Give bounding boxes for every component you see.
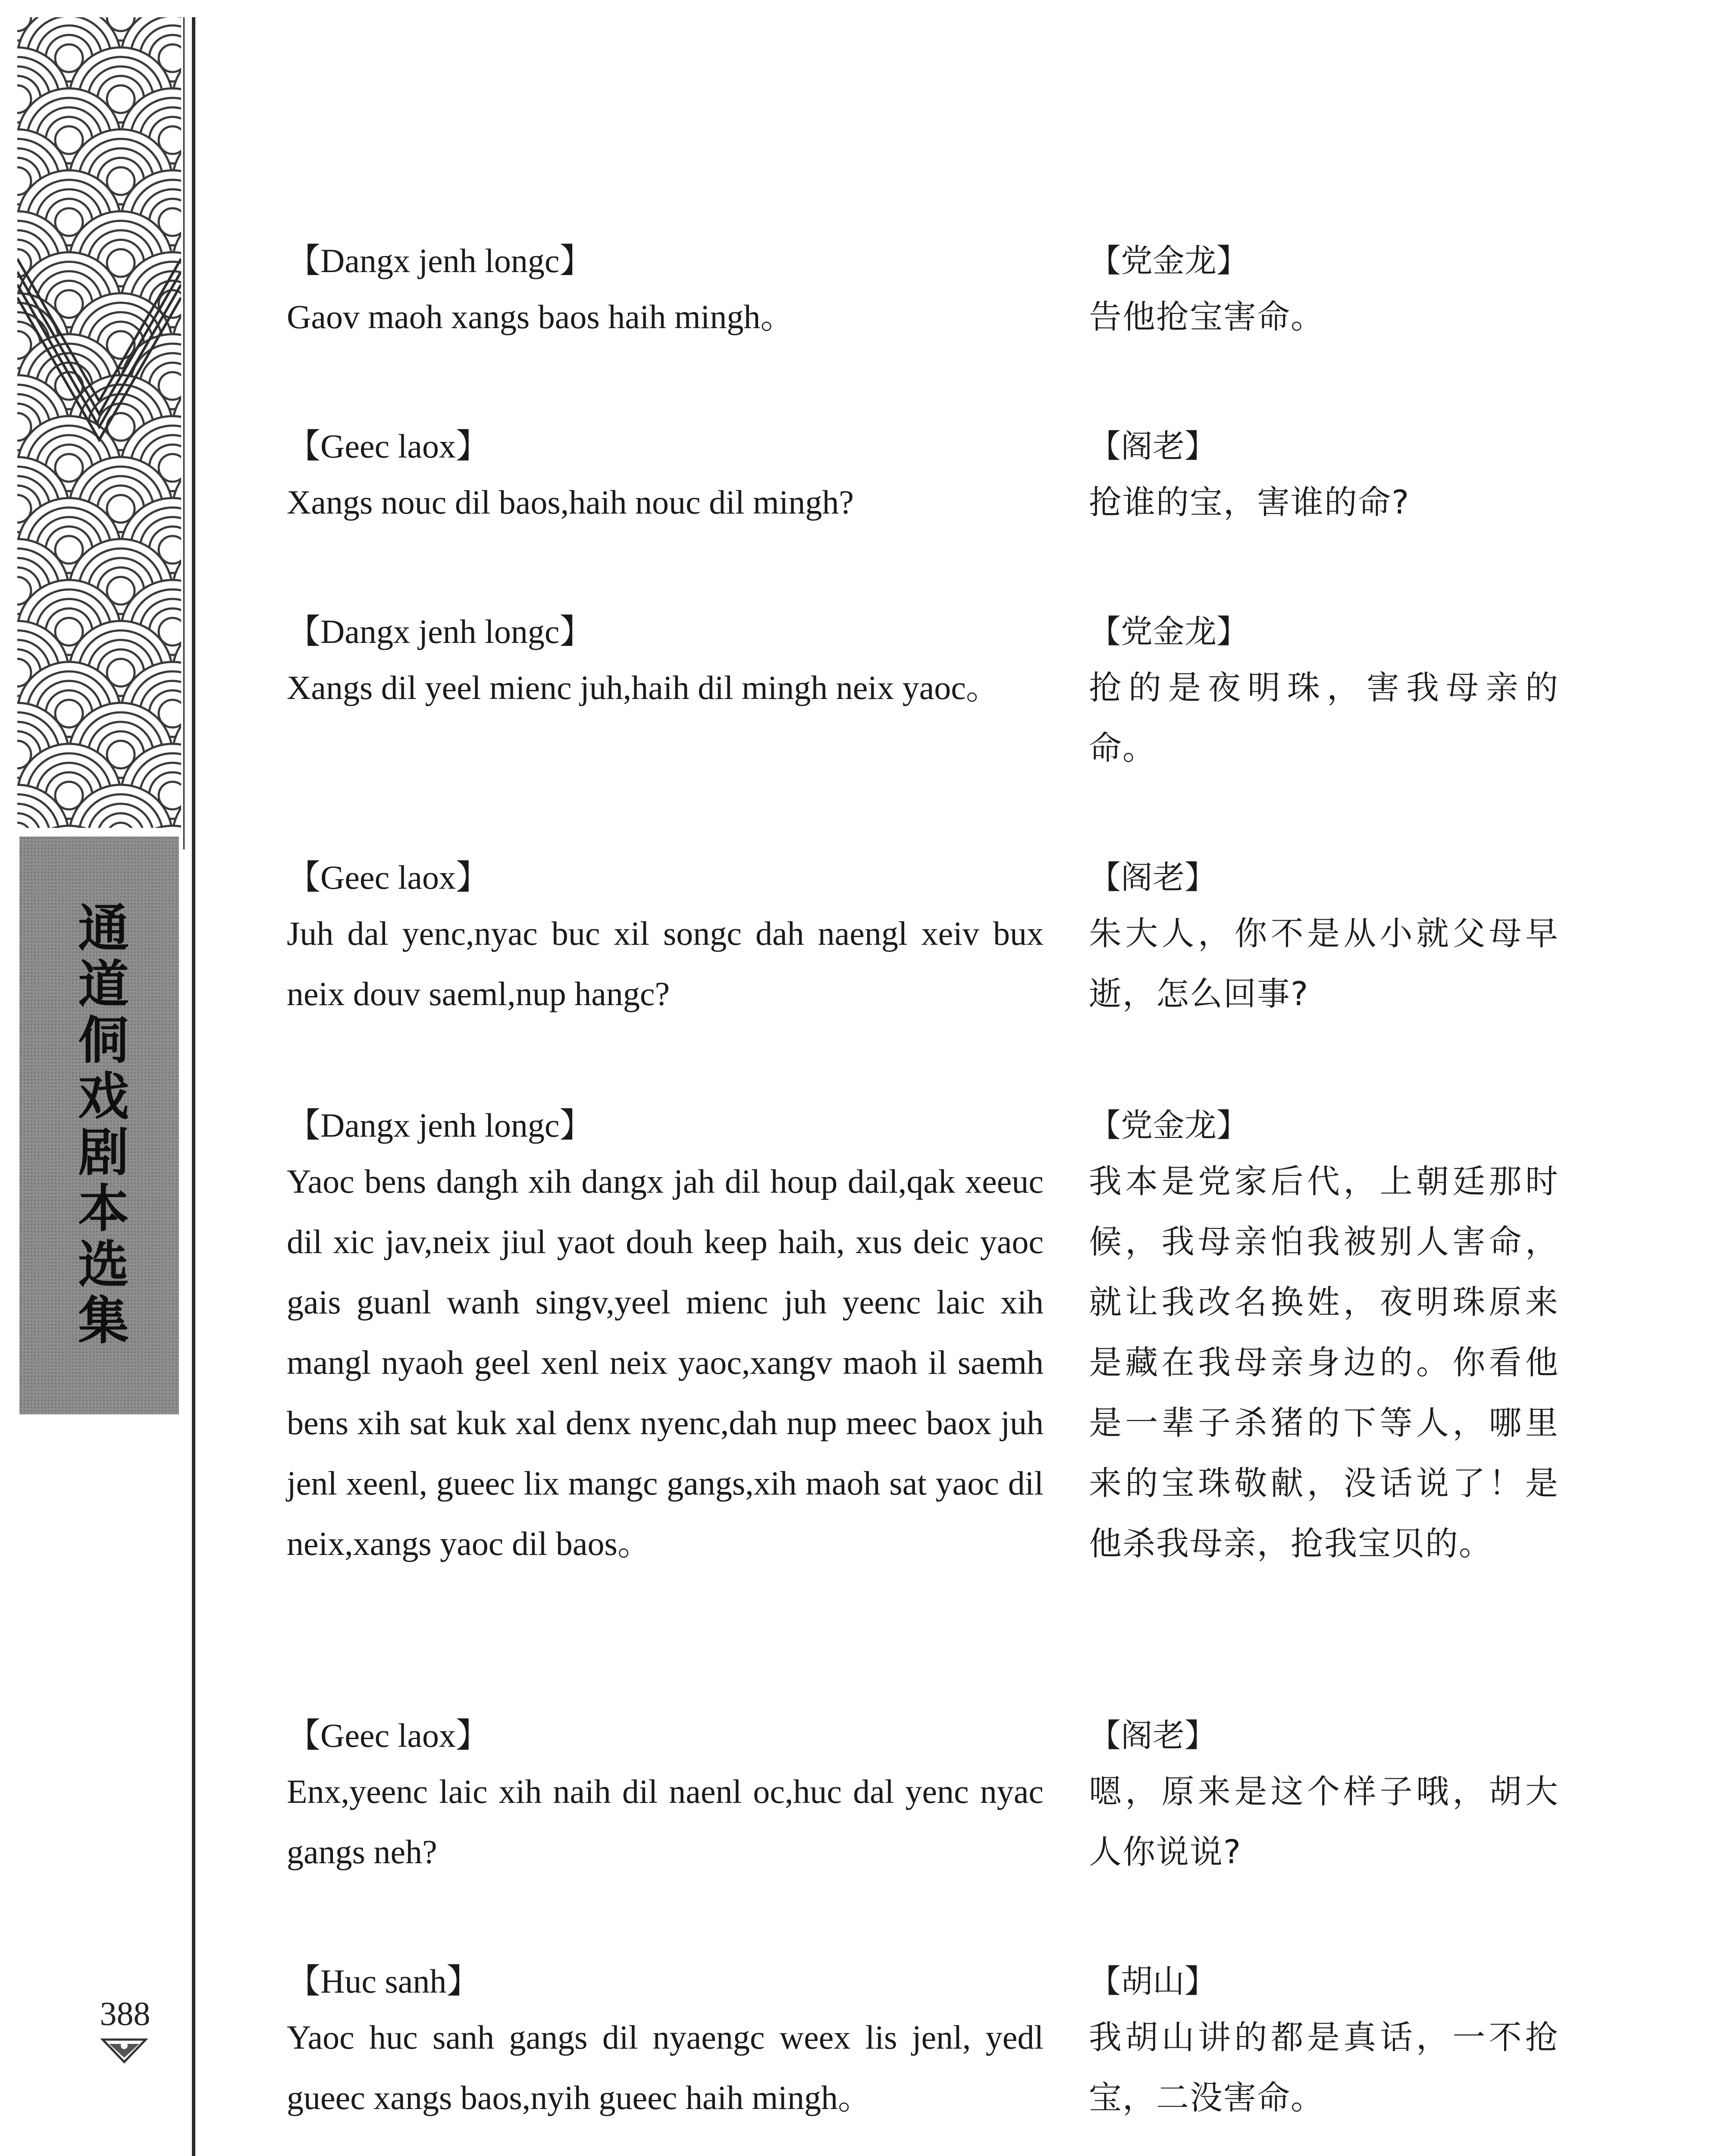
- dialogue-text: 嗯，原来是这个样子哦，胡大人你说说?: [1089, 1772, 1559, 1871]
- dialogue-text: Yaoc bens dangh xih dangx jah dil houp dail,qak xeeuc dil xic jav,neix jiul yaot douh keep haih, xus deic yaoc gais guanl wanh singv,yeel mienc juh yeenc laic xih mangl nyaoh geel xenl neix yaoc,xangv maoh il saemh bens xih sat kuk xal denx nyenc,dah nup meec baox juh jenl xeenl, gueec lix mangc gangs,xih maoh sat yaoc dil neix,xangs yaoc dil baos。: [287, 1163, 1044, 1562]
- dialogue-zh-2: [1089, 425, 1559, 533]
- speaker-name: 【胡山】: [1089, 1963, 1216, 2000]
- dialogue-text: Yaoc huc sanh gangs dil nyaengc weex lis jenl, yedl gueec xangs baos,nyih gueec haih mingh。: [287, 2018, 1044, 2116]
- dialogue-en-3: [287, 610, 1044, 718]
- speaker-name: 【Geec laox】: [287, 1717, 489, 1754]
- speaker-name: 【阁老】: [1089, 859, 1216, 896]
- dialogue-en-1: [287, 239, 1044, 347]
- dialogue-zh-3: [1089, 610, 1559, 778]
- speaker-name: 【党金龙】: [1089, 613, 1248, 650]
- dialogue-zh-4: [1089, 856, 1559, 1024]
- dialogue-text: 我胡山讲的都是真话，一不抢宝，二没害命。: [1089, 2018, 1559, 2117]
- speaker-name: 【Geec laox】: [287, 859, 489, 896]
- dialogue-zh-5: [1089, 1104, 1559, 1574]
- dialogue-text: Gaov maoh xangs baos haih mingh。: [287, 298, 794, 335]
- title-band: [19, 837, 179, 1414]
- speaker-name: 【阁老】: [1089, 428, 1216, 465]
- margin-rule: [192, 17, 195, 2156]
- speaker-name: 【Huc sanh】: [287, 1962, 480, 2000]
- book-title: 通道侗戏剧本选集: [69, 901, 129, 1350]
- margin-rule-thin: [183, 17, 185, 849]
- dialogue-text: 朱大人，你不是从小就父母早逝，怎么回事?: [1089, 914, 1559, 1013]
- dialogue-zh-6: [1089, 1714, 1559, 1882]
- dialogue-text: 抢谁的宝，害谁的命?: [1089, 483, 1410, 521]
- dialogue-text: Enx,yeenc laic xih naih dil naenl oc,huc dal yenc nyac gangs neh?: [287, 1773, 1044, 1871]
- speaker-name: 【党金龙】: [1089, 242, 1248, 279]
- dialogue-en-6: [287, 1714, 1044, 1882]
- dialogue-zh-1: [1089, 239, 1559, 347]
- cloud-pattern-ornament: [17, 17, 181, 828]
- dialogue-text: Xangs nouc dil baos,haih nouc dil mingh?: [287, 483, 854, 521]
- dialogue-text: 告他抢宝害命。: [1089, 298, 1324, 336]
- side-panel: [0, 0, 196, 2156]
- page-number: 388: [100, 1995, 150, 2032]
- dialogue-text: 我本是党家后代，上朝廷那时候，我母亲怕我被别人害命，就让我改名换姓，夜明珠原来是藏在我母亲身边的。你看他是一辈子杀猪的下等人，哪里来的宝珠敬献，没话说了！是他杀我母亲，抢我宝贝的。: [1089, 1162, 1559, 1563]
- dialogue-en-5: [287, 1104, 1044, 1574]
- dialogue-text: Xangs dil yeel mienc juh,haih dil mingh neix yaoc。: [287, 669, 1000, 706]
- speaker-name: 【Geec laox】: [287, 427, 489, 465]
- speaker-name: 【党金龙】: [1089, 1107, 1248, 1144]
- speaker-name: 【Dangx jenh longc】: [287, 1106, 593, 1144]
- speaker-name: 【Dangx jenh longc】: [287, 242, 593, 279]
- page-number-ornament: [98, 2035, 150, 2065]
- speaker-name: 【阁老】: [1089, 1717, 1216, 1754]
- dialogue-en-7: [287, 1960, 1044, 2128]
- dialogue-text: Juh dal yenc,nyac buc xil songc dah naengl xeiv bux neix douv saeml,nup hangc?: [287, 915, 1044, 1012]
- dialogue-zh-7: [1089, 1960, 1559, 2128]
- dialogue-text: 抢的是夜明珠，害我母亲的命。: [1089, 668, 1559, 767]
- dialogue-en-4: [287, 856, 1044, 1024]
- dialogue-en-2: [287, 425, 1044, 533]
- speaker-name: 【Dangx jenh longc】: [287, 613, 593, 650]
